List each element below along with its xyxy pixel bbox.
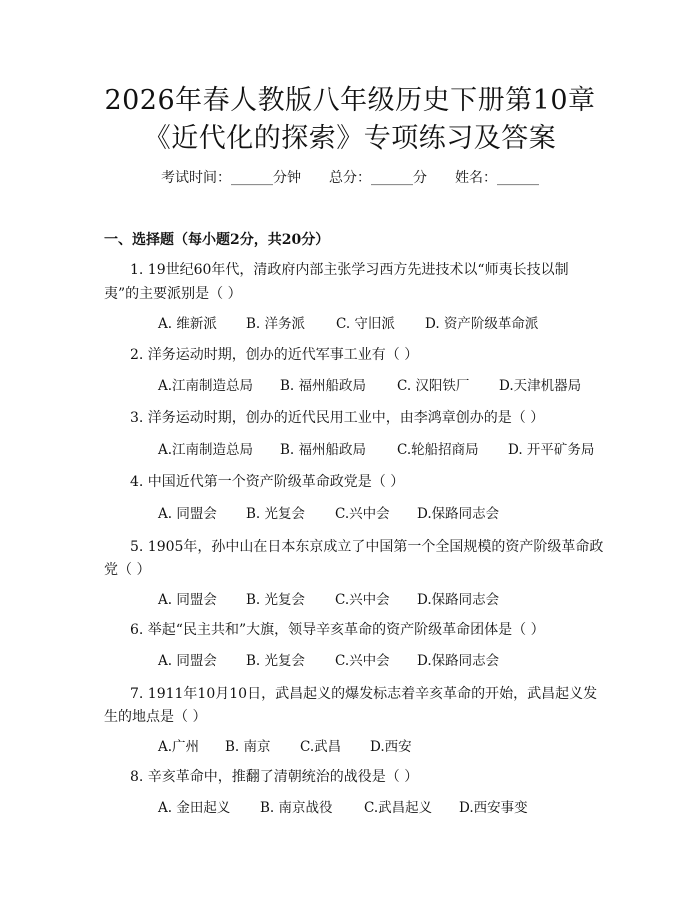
document-title-line-1: 2026年春人教版八年级历史下册第10章: [104, 85, 596, 116]
question-5-option-d: D.保路同志会: [417, 592, 500, 608]
question-1-option-d: D. 资产阶级革命派: [425, 316, 539, 332]
question-1-option-a: A. 维新派: [158, 316, 217, 332]
question-1-line-2: 夷”的主要派别是（ ）: [104, 286, 242, 302]
question-7-option-a: A.广州: [158, 739, 200, 755]
question-5-option-c: C.兴中会: [335, 592, 390, 608]
question-7-option-b: B. 南京: [225, 739, 271, 755]
question-4-line-1: 4. 中国近代第一个资产阶级革命政党是（ ）: [130, 474, 405, 490]
question-6-option-c: C.兴中会: [335, 653, 390, 669]
student-name: 姓名：______: [455, 170, 539, 186]
question-2-line-1: 2. 洋务运动时期，创办的近代军事工业有（ ）: [130, 347, 419, 363]
exam-meta: [0, 168, 700, 188]
question-4-option-b: B. 光复会: [246, 506, 306, 522]
question-7-line-2: 生的地点是（ ）: [104, 709, 207, 725]
question-2-option-c: C. 汉阳铁厂: [397, 378, 470, 394]
question-7-option-d: D.西安: [370, 739, 412, 755]
question-5-option-b: B. 光复会: [246, 592, 306, 608]
question-5-options: [158, 590, 499, 610]
question-4-option-d: D.保路同志会: [417, 506, 500, 522]
question-4-options: [158, 504, 499, 524]
question-7-options: [158, 737, 412, 757]
question-2-option-a: A.江南制造总局: [158, 378, 254, 394]
question-8-line-1: 8. 辛亥革命中，推翻了清朝统治的战役是（ ）: [130, 769, 419, 785]
question-2-options: [158, 376, 581, 396]
question-3-option-c: C.轮船招商局: [397, 442, 479, 458]
question-1-options: [158, 314, 538, 334]
question-8-options: [158, 798, 528, 818]
question-6-line-1: 6. 举起“民主共和”大旗，领导辛亥革命的资产阶级革命团体是（ ）: [130, 622, 545, 638]
question-1-option-b: B. 洋务派: [246, 316, 306, 332]
question-5-option-a: A. 同盟会: [158, 592, 217, 608]
question-6-option-a: A. 同盟会: [158, 653, 217, 669]
section-heading: 一、选择题（每小题2分，共20分）: [104, 232, 330, 248]
question-4-option-c: C.兴中会: [335, 506, 390, 522]
question-1-line-1: 1. 19世纪60年代，清政府内部主张学习西方先进技术以“师夷长技以制: [130, 262, 569, 278]
question-8-option-d: D.西安事变: [459, 800, 528, 816]
question-3-option-b: B. 福州船政局: [280, 442, 367, 458]
exam-time: 考试时间：______分钟: [161, 170, 301, 186]
question-2-option-d: D.天津机器局: [499, 378, 582, 394]
question-3-options: [158, 440, 594, 460]
question-3-line-1: 3. 洋务运动时期，创办的近代民用工业中，由李鸿章创办的是（ ）: [130, 410, 545, 426]
question-3-option-a: A.江南制造总局: [158, 442, 254, 458]
question-7-line-1: 7. 1911年10月10日，武昌起义的爆发标志着辛亥革命的开始，武昌起义发: [130, 686, 598, 702]
question-4-option-a: A. 同盟会: [158, 506, 217, 522]
question-7-option-c: C.武昌: [300, 739, 342, 755]
question-5-line-1: 5. 1905年，孙中山在日本东京成立了中国第一个全国规模的资产阶级革命政: [130, 539, 604, 555]
question-5-line-2: 党（ ）: [104, 562, 151, 578]
question-3-option-d: D. 开平矿务局: [508, 442, 595, 458]
question-6-option-d: D.保路同志会: [417, 653, 500, 669]
total-score: 总分：______分: [329, 170, 427, 186]
question-6-options: [158, 651, 499, 671]
question-8-option-a: A. 金田起义: [158, 800, 231, 816]
question-2-option-b: B. 福州船政局: [280, 378, 367, 394]
question-6-option-b: B. 光复会: [246, 653, 306, 669]
document-title-line-2: 《近代化的探索》专项练习及答案: [143, 123, 557, 154]
question-1-option-c: C. 守旧派: [336, 316, 395, 332]
question-8-option-b: B. 南京战役: [260, 800, 333, 816]
question-8-option-c: C.武昌起义: [364, 800, 433, 816]
